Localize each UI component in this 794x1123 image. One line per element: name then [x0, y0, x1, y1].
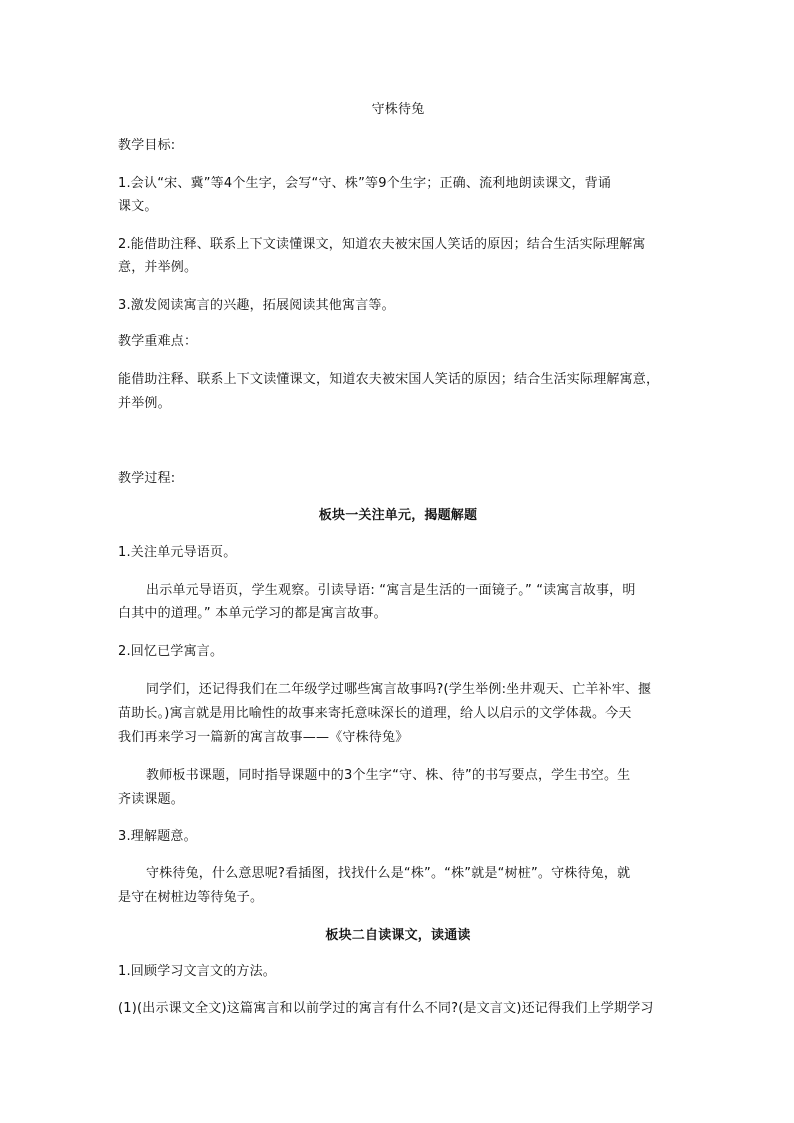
process-heading: 教学过程: [118, 471, 176, 486]
document-title: 守株待兔 [371, 102, 425, 117]
section-1-step-2-para2-line-2: 齐读课题。 [118, 792, 185, 807]
objective-2-line-1: 2.能借助注释、联系上下文读懂课文，知道农夫被宋国人笑话的原因；结合生活实际理解寓 [118, 237, 646, 252]
section-1-step-1-para-line-2: 白其中的道理。” 本单元学习的都是寓言故事。 [118, 606, 387, 621]
section-1-step-2-para-line-2: 苗助长。)寓言就是用比喻性的故事来寄托意味深长的道理，给人以启示的文学体裁。今天 [118, 706, 632, 721]
key-points-line-1: 能借助注释、联系上下文读懂课文，知道农夫被宋国人笑话的原因；结合生活实际理解寓意， [118, 372, 660, 387]
objective-1-line-1: 1.会认“宋、冀”等4个生字，会写“守、株”等9个生字；正确、流利地朗读课文，背诵 [118, 176, 612, 191]
section-1-step-1: 1.关注单元导语页。 [118, 545, 237, 560]
section-1-step-2-para-line-1: 同学们，还记得我们在二年级学过哪些寓言故事吗?(学生举例:坐井观天、亡羊补牢、揠 [146, 682, 652, 697]
section-1-step-3-para-line-1: 守株待兔，什么意思呢?看插图，找找什么是“株”。“株”就是“树桩”。守株待兔，就 [146, 866, 631, 881]
section-1-step-2-para2-line-1: 教师板书课题，同时指导课题中的3个生字“守、株、待”的书写要点，学生书空。生 [146, 768, 631, 783]
key-points-heading: 教学重难点： [118, 334, 198, 349]
section-1-step-1-para-line-1: 出示单元导语页，学生观察。引读导语: “寓言是生活的一面镜子。” “读寓言故事，明 [146, 583, 636, 598]
objective-3: 3.激发阅读寓言的兴趣，拓展阅读其他寓言等。 [118, 298, 395, 313]
section-2-heading: 板块二自读课文，读通读 [325, 928, 471, 943]
section-1-step-2: 2.回忆已学寓言。 [118, 644, 224, 659]
section-1-step-3-para-line-2: 是守在树桩边等待兔子。 [118, 890, 264, 905]
section-1-step-3: 3.理解题意。 [118, 829, 197, 844]
objectives-heading: 教学目标: [118, 138, 176, 153]
objective-1-line-2: 课文。 [118, 199, 158, 214]
key-points-line-2: 并举例。 [118, 396, 171, 411]
section-2-step-1: 1.回顾学习文言文的方法。 [118, 964, 277, 979]
section-2-step-1-para: (1)(出示课文全文)这篇寓言和以前学过的寓言有什么不同?(是文言文)还记得我们上学期学习 [118, 1001, 654, 1016]
objective-2-line-2: 意，并举例。 [118, 260, 198, 275]
section-1-step-2-para-line-3: 我们再来学习一篇新的寓言故事——《守株待兔》 [118, 730, 409, 745]
section-1-heading: 板块一关注单元，揭题解题 [318, 508, 478, 523]
